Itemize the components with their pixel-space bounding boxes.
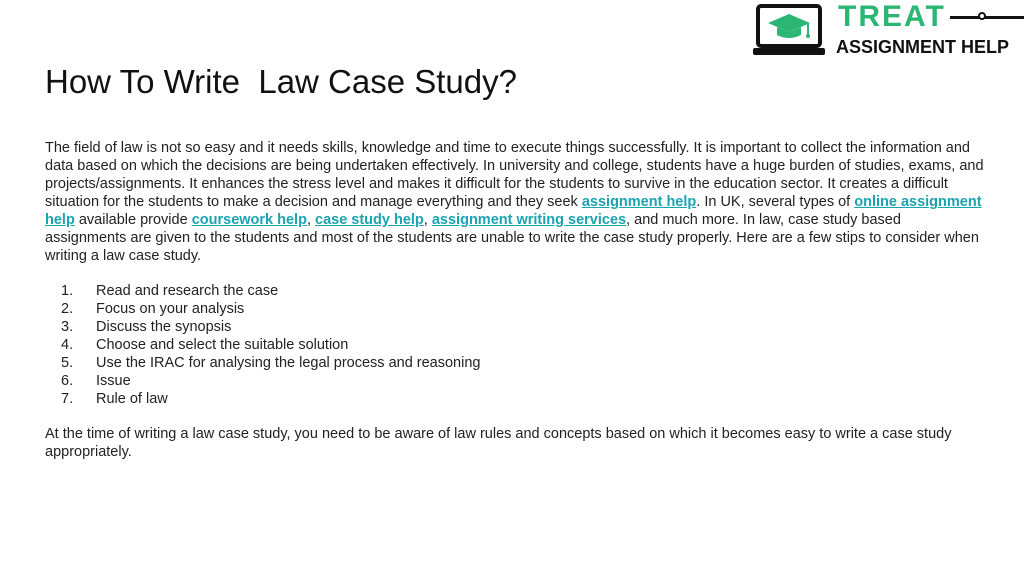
list-item xyxy=(45,318,985,336)
list-item xyxy=(45,282,985,300)
laptop-graduation-cap-icon xyxy=(752,2,826,58)
list-number: 1. xyxy=(61,283,74,299)
brand-line xyxy=(950,16,1024,19)
list-number: 5. xyxy=(61,355,74,371)
list-text: Issue xyxy=(96,373,131,389)
list-text: Use the IRAC for analysing the legal process and reasoning xyxy=(96,355,481,371)
brand-logo[interactable] xyxy=(750,0,1024,60)
list-text: Discuss the synopsis xyxy=(96,319,232,335)
article-body xyxy=(45,139,985,461)
intro-text-3: available provide xyxy=(74,212,192,228)
list-number: 7. xyxy=(61,391,74,407)
assignment-help-link[interactable]: assignment help xyxy=(581,194,697,210)
list-item xyxy=(45,372,985,390)
list-number: 3. xyxy=(61,319,74,335)
list-item xyxy=(45,354,985,372)
brand-name-top: TREAT xyxy=(838,0,946,33)
page-title: How To Write Law Case Study? xyxy=(45,63,517,100)
steps-list xyxy=(45,282,985,408)
list-number: 6. xyxy=(61,373,74,389)
list-item xyxy=(45,336,985,354)
intro-text-4: , and much more. In law, case study based assignments are given to the students and most of the students are unable to write the case study properly. Here are a few stips to consider when writing a law case study. xyxy=(45,212,979,264)
online-assignment-help-link[interactable]: online assignment help xyxy=(45,194,982,228)
list-item xyxy=(45,390,985,408)
link-separator: , xyxy=(423,212,432,228)
intro-text-2: . In UK, several types of xyxy=(696,194,855,210)
conclusion-paragraph: At the time of writing a law case study, you need to be aware of law rules and concepts based on which it becomes easy to write a case study appropriately. xyxy=(45,426,952,460)
brand-dot xyxy=(978,12,986,20)
list-text: Choose and select the suitable solution xyxy=(96,337,349,353)
list-item xyxy=(45,300,985,318)
link-separator: , xyxy=(306,212,315,228)
intro-text-1: The field of law is not so easy and it needs skills, knowledge and time to execute things successfully. It is important to collect the information and data based on which the decisions are being undertaken effectively. In university and college, students have a huge burden of studies, exams, and projects/assignments. It enhances the stress level and makes it difficult for the students to survive in the education sector. It creates a difficult situation for the students to make a decision and manage everything and they seek xyxy=(45,140,984,210)
case-study-help-link[interactable]: case study help xyxy=(315,212,424,228)
list-number: 2. xyxy=(61,301,74,317)
list-text: Focus on your analysis xyxy=(96,301,245,317)
brand-name-bottom: ASSIGNMENT HELP xyxy=(836,37,1010,57)
list-text: Rule of law xyxy=(96,391,168,407)
coursework-help-link[interactable]: coursework help xyxy=(191,212,307,228)
intro-paragraph xyxy=(45,139,985,265)
list-text: Read and research the case xyxy=(96,283,279,299)
list-number: 4. xyxy=(61,337,74,353)
assignment-writing-services-link[interactable]: assignment writing services xyxy=(431,212,627,228)
